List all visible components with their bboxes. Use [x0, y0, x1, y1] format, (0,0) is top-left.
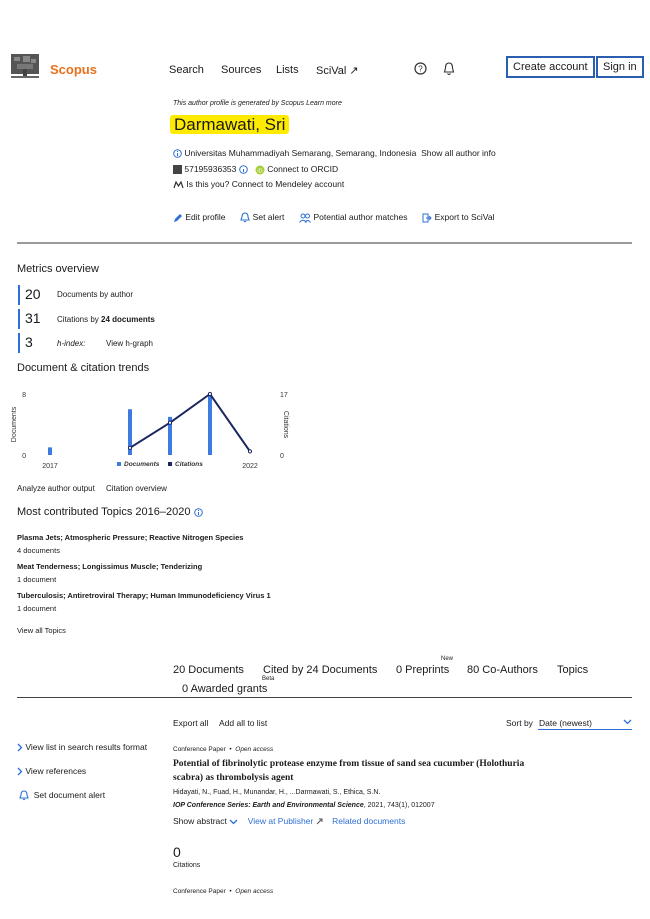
topics-title-text: Most contributed Topics 2016–2020	[17, 506, 191, 518]
doc-title-line: scabra) as thrombolysis agent	[173, 773, 294, 783]
hindex-label: h-index:	[57, 339, 86, 348]
mendeley-row[interactable]	[173, 179, 344, 189]
export-icon	[422, 213, 432, 223]
info-icon	[173, 149, 182, 158]
view-all-topics-link[interactable]: View all Topics	[17, 626, 66, 635]
doc-journal: IOP Conference Series: Earth and Environmental Science	[173, 802, 364, 809]
info-icon	[239, 165, 248, 174]
nav-lists[interactable]: Lists	[276, 64, 299, 76]
bell-icon	[19, 790, 29, 801]
topic-item[interactable]: Plasma Jets; Atmospheric Pressure; Reactive Nitrogen Species	[17, 533, 244, 542]
view-references-label: View references	[25, 766, 87, 776]
profile-note: This author profile is generated by Scopus Learn more	[173, 100, 342, 107]
mendeley-icon	[173, 181, 184, 189]
nav-scival[interactable]: SciVal ↗	[316, 65, 359, 77]
tab-co-authors[interactable]: 80 Co-Authors	[467, 664, 538, 676]
open-access-badge: Open access	[235, 888, 274, 895]
set-document-alert-link[interactable]	[19, 790, 105, 801]
tab-preprints[interactable]: 0 Preprints	[396, 664, 450, 676]
topic-count: 4 documents	[17, 546, 60, 555]
trends-chart	[0, 380, 320, 475]
author-name	[170, 115, 289, 135]
add-all-to-list-button[interactable]: Add all to list	[219, 718, 268, 728]
related-documents-link[interactable]: Related documents	[332, 816, 406, 826]
bell-icon[interactable]	[443, 62, 455, 76]
legend-swatch-citations	[168, 462, 172, 466]
help-icon[interactable]	[414, 62, 427, 75]
citations-point	[128, 446, 131, 449]
topic-item[interactable]: Tuberculosis; Antiretroviral Therapy; Human Immunodeficiency Virus 1	[17, 591, 271, 600]
y-right-tick-label: 0	[280, 453, 284, 460]
y-left-tick-label: 0	[22, 453, 26, 460]
doc-authors: Hidayati, N., Fuad, H., Munandar, H., ...Darmawati, S., Ethica, S.N.	[173, 789, 381, 796]
tab-topics[interactable]: Topics	[557, 664, 589, 676]
export-all-button[interactable]: Export all	[173, 718, 209, 728]
edit-profile-button[interactable]	[173, 212, 228, 222]
open-access-badge: Open access	[235, 746, 274, 753]
doc-citation-count: 0	[173, 844, 181, 860]
tab-cited-by[interactable]: Cited by 24 Documents	[263, 664, 378, 676]
svg-text:iD: iD	[257, 168, 263, 175]
citations-line	[130, 394, 250, 451]
mendeley-link[interactable]: Is this you? Connect to Mendeley account	[186, 179, 345, 189]
tabs-divider	[17, 697, 632, 698]
legend-swatch-documents	[117, 462, 121, 466]
topic-count: 1 document	[17, 604, 57, 613]
scopus-logo[interactable]	[9, 52, 41, 85]
view-hgraph-link[interactable]: View h-graph	[106, 339, 153, 348]
documents-bar	[208, 394, 212, 455]
metric-accent-bar	[18, 309, 20, 329]
citations-label-pre: Citations by	[57, 315, 99, 324]
edit-profile-label: Edit profile	[185, 212, 226, 222]
affiliation-text: Universitas Muhammadiyah Semarang, Semarang, Indonesia	[184, 148, 417, 158]
doc-details: , 2021, 743(1), 012007	[363, 802, 435, 809]
documents-count: 20	[25, 286, 41, 302]
set-alert-button[interactable]	[240, 212, 286, 222]
topics-title	[17, 506, 203, 518]
citations-point	[248, 450, 251, 453]
metric-accent-bar	[18, 333, 20, 353]
potential-author-matches-button[interactable]	[299, 212, 410, 222]
doc-title[interactable]	[173, 757, 524, 785]
doc-title-line: Potential of fibrinolytic protease enzyme from tissue of sand sea cucumber (Holothuria	[173, 759, 525, 769]
chevron-down-icon	[229, 819, 238, 825]
sort-value: Date (newest)	[539, 718, 592, 728]
export-to-scival-label: Export to SciVal	[434, 212, 495, 222]
preprints-new-badge: New	[441, 656, 454, 662]
view-references-link[interactable]	[17, 766, 86, 776]
view-at-publisher-link[interactable]	[248, 816, 325, 826]
citations-label-bold: 24 documents	[101, 315, 155, 324]
chevron-down-icon	[623, 719, 632, 725]
potential-author-matches-label: Potential author matches	[313, 212, 408, 222]
y-right-axis-label: Citations	[282, 410, 289, 439]
pencil-icon	[173, 213, 183, 223]
section-divider	[17, 242, 632, 244]
nav-sources[interactable]: Sources	[221, 64, 262, 76]
nav-search[interactable]: Search	[169, 64, 204, 76]
show-all-author-info-link[interactable]: Show all author info	[421, 148, 496, 158]
author-id: 57195936353	[184, 164, 237, 174]
users-icon	[299, 213, 311, 223]
x-tick-label: 2022	[242, 463, 258, 470]
legend-label-documents: Documents	[124, 461, 160, 468]
citations-point	[208, 392, 211, 395]
export-to-scival-button[interactable]	[422, 212, 494, 222]
view-at-publisher-label: View at Publisher	[247, 816, 314, 826]
sign-in-button[interactable]: Sign in	[596, 56, 644, 78]
show-abstract-button[interactable]	[173, 816, 241, 826]
legend-label-citations: Citations	[175, 461, 203, 468]
trends-title: Document & citation trends	[17, 362, 150, 374]
affiliation-row	[173, 148, 496, 158]
x-tick-label: 2017	[42, 463, 58, 470]
y-left-axis-label: Documents	[11, 406, 18, 443]
documents-label[interactable]: Documents by author	[57, 290, 134, 299]
y-left-tick-label: 8	[22, 392, 26, 399]
svg-text:?: ?	[418, 64, 423, 74]
doc-type: Conference Paper • Open access	[173, 746, 274, 753]
sort-by-label: Sort by	[506, 718, 533, 728]
connect-orcid-link[interactable]: Connect to ORCID	[267, 164, 339, 174]
doc-type: Conference Paper • Open access	[173, 888, 274, 895]
citations-count: 31	[25, 310, 41, 326]
author-id-row	[173, 164, 338, 175]
tab-documents[interactable]: 20 Documents	[173, 664, 244, 676]
doc-links	[173, 816, 405, 826]
hindex-value: 3	[25, 334, 33, 350]
show-abstract-label: Show abstract	[173, 816, 227, 826]
doc-type-text: Conference Paper	[173, 746, 226, 753]
view-list-search-format-label: View list in search results format	[25, 742, 148, 752]
topic-count: 1 document	[17, 575, 57, 584]
documents-bar	[48, 447, 52, 455]
set-alert-label: Set alert	[252, 212, 285, 222]
scopus-wordmark[interactable]: Scopus	[50, 62, 97, 77]
author-name-text: Darmawati, Sri	[170, 115, 289, 134]
citations-label[interactable]	[57, 315, 155, 324]
info-icon[interactable]	[194, 508, 203, 517]
metrics-title: Metrics overview	[17, 263, 99, 275]
orcid-icon	[255, 165, 265, 175]
analyze-author-output-link[interactable]: Analyze author output	[17, 484, 95, 493]
create-account-button[interactable]: Create account	[506, 56, 595, 78]
set-document-alert-label: Set document alert	[33, 790, 106, 800]
doc-source	[173, 802, 435, 809]
chevron-right-icon	[17, 767, 23, 776]
citations-point	[168, 421, 171, 424]
view-list-search-format-link[interactable]	[17, 742, 147, 752]
id-card-icon	[173, 165, 182, 174]
elsevier-tree-icon	[9, 52, 41, 80]
doc-citations-label: Citations	[173, 862, 201, 869]
external-link-icon	[316, 818, 323, 825]
sort-select[interactable]	[538, 716, 632, 730]
metric-accent-bar	[18, 285, 20, 305]
bell-icon	[240, 212, 250, 223]
doc-type-text: Conference Paper	[173, 888, 226, 895]
tab-awarded-grants[interactable]: 0 Awarded grants	[182, 683, 268, 695]
citation-overview-link[interactable]: Citation overview	[106, 484, 167, 493]
topic-item[interactable]: Meat Tenderness; Longissimus Muscle; Tenderizing	[17, 562, 203, 571]
awarded-beta-badge: Beta	[262, 676, 275, 682]
y-right-tick-label: 17	[280, 392, 288, 399]
profile-actions	[173, 212, 494, 223]
chevron-right-icon	[17, 743, 23, 752]
